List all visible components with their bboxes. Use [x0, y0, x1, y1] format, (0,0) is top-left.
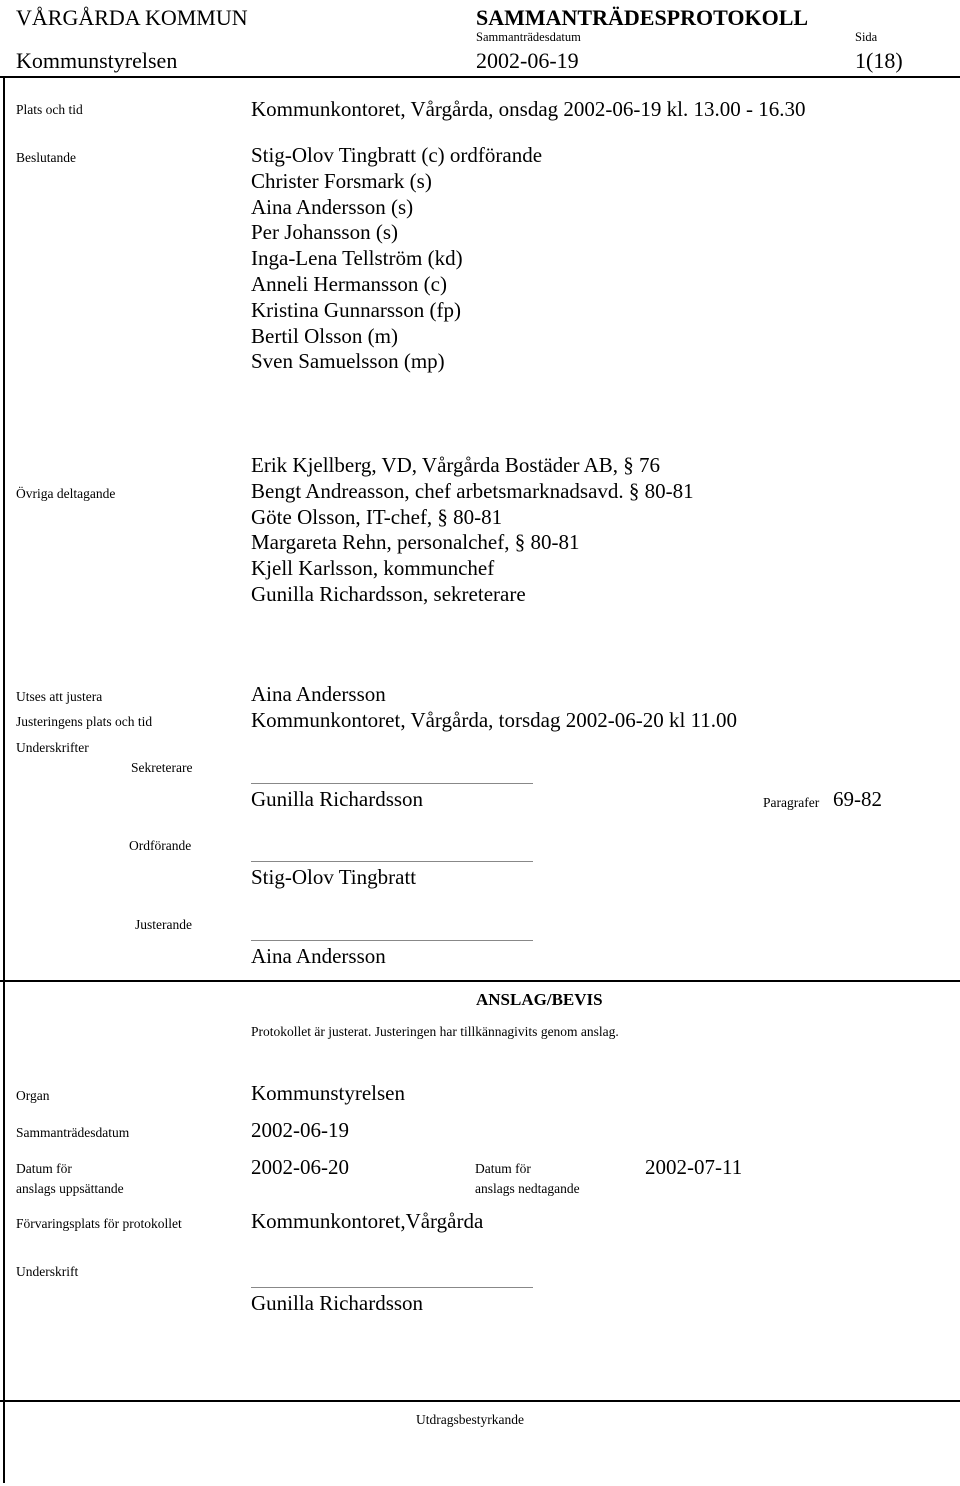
notice-statement: Protokollet är justerat. Justeringen har tillkännagivits genom anslag.: [251, 1024, 619, 1039]
footer-divider: [0, 1400, 960, 1402]
other-participant: Margareta Rehn, personalchef, § 80-81: [251, 530, 580, 555]
page-number: 1(18): [855, 48, 903, 73]
deciding-member: Sven Samuelsson (mp): [251, 349, 445, 374]
deciding-member: Aina Andersson (s): [251, 194, 414, 219]
others-label: Övriga deltagande: [16, 486, 116, 501]
deciding-member: Per Johansson (s): [251, 220, 398, 245]
notice-meeting-date-label: Sammanträdesdatum: [16, 1125, 130, 1140]
paragraphs-value: 69-82: [833, 787, 882, 811]
secretary-name: Gunilla Richardsson: [251, 787, 424, 811]
deciding-members-list: [251, 143, 542, 375]
adjuster-label: Justerande: [135, 917, 192, 932]
signatures-label: Underskrifter: [16, 740, 89, 755]
notice-organ-value: Kommunstyrelsen: [251, 1081, 405, 1105]
chair-name: Stig-Olov Tingbratt: [251, 865, 417, 889]
deciding-label: Beslutande: [16, 150, 76, 165]
other-participant: Bengt Andreasson, chef arbetsmarknadsavd. § 80-81: [251, 478, 694, 503]
document-title: SAMMANTRÄDESPROTOKOLL: [476, 5, 809, 30]
adjust-place-value: Kommunkontoret, Vårgårda, torsdag 2002-06-20 kl 11.00: [251, 708, 738, 732]
removed-date-value: 2002-07-11: [645, 1155, 743, 1179]
posted-date-label-line2: anslags uppsättande: [16, 1181, 124, 1196]
adjuster-name: Aina Andersson: [251, 944, 386, 968]
header-organ: Kommunstyrelsen: [16, 48, 178, 73]
header-divider: [0, 76, 960, 78]
secretary-label: Sekreterare: [131, 760, 193, 775]
municipality-name: VÅRGÅRDA KOMMUN: [16, 5, 248, 30]
deciding-member: Bertil Olsson (m): [251, 323, 398, 348]
chair-signature-line: [251, 861, 533, 862]
removed-date-label-line2: anslags nedtagande: [475, 1181, 580, 1196]
others-members-list: [251, 453, 694, 608]
adjuster-signature-line: [251, 940, 533, 941]
other-participant: Kjell Karlsson, kommunchef: [251, 556, 495, 581]
meeting-date-label: Sammanträdesdatum: [476, 30, 581, 44]
place-time-value: Kommunkontoret, Vårgårda, onsdag 2002-06-19 kl. 13.00 - 16.30: [251, 97, 806, 121]
left-frame-line: [3, 78, 5, 1483]
notice-signature-name: Gunilla Richardsson: [251, 1291, 424, 1315]
notice-meeting-date-value: 2002-06-19: [251, 1118, 349, 1142]
appointed-adjuster-label: Utses att justera: [16, 689, 103, 704]
place-time-label: Plats och tid: [16, 102, 83, 117]
notice-title: ANSLAG/BEVIS: [476, 990, 603, 1009]
secretary-signature-line: [251, 783, 533, 784]
storage-value: Kommunkontoret,Vårgårda: [251, 1209, 484, 1233]
deciding-member: Christer Forsmark (s): [251, 168, 432, 193]
deciding-member: Stig-Olov Tingbratt (c) ordförande: [251, 143, 543, 167]
deciding-member: Anneli Hermansson (c): [251, 271, 447, 296]
header-meeting-date: 2002-06-19: [476, 48, 579, 73]
deciding-member: Kristina Gunnarsson (fp): [251, 297, 461, 322]
notice-divider: [0, 980, 960, 982]
deciding-member: Inga-Lena Tellström (kd): [251, 246, 463, 271]
appointed-adjuster-value: Aina Andersson: [251, 682, 386, 706]
posted-date-label-line1: Datum för: [16, 1161, 72, 1176]
notice-signature-label: Underskrift: [16, 1264, 79, 1279]
other-participant: Gunilla Richardsson, sekreterare: [251, 581, 526, 606]
storage-label: Förvaringsplats för protokollet: [16, 1216, 182, 1231]
other-participant: Göte Olsson, IT-chef, § 80-81: [251, 504, 503, 529]
paragraphs-label: Paragrafer: [763, 795, 820, 810]
posted-date-value: 2002-06-20: [251, 1155, 349, 1179]
page-label: Sida: [855, 30, 878, 44]
certified-extract-label: Utdragsbestyrkande: [416, 1412, 524, 1427]
adjust-place-label: Justeringens plats och tid: [16, 714, 153, 729]
chair-label: Ordförande: [129, 838, 192, 853]
other-participant: Erik Kjellberg, VD, Vårgårda Bostäder AB, § 76: [251, 453, 661, 477]
notice-organ-label: Organ: [16, 1088, 50, 1103]
removed-date-label-line1: Datum för: [475, 1161, 531, 1176]
notice-signature-line: [251, 1287, 533, 1288]
